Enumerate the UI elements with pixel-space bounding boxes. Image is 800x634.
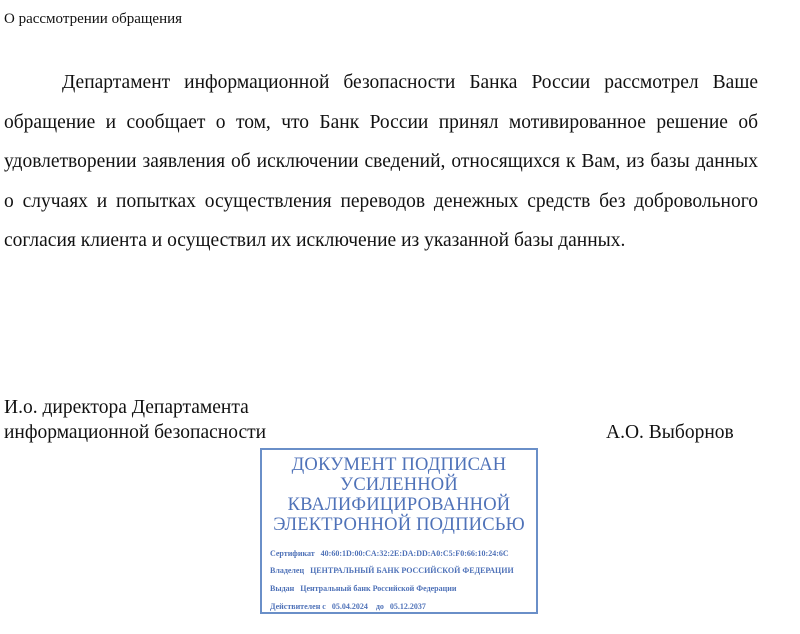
stamp-issuer xyxy=(270,584,456,594)
stamp-owner xyxy=(270,566,514,576)
signatory-position xyxy=(4,395,266,445)
letter-subject: О рассмотрении обращения xyxy=(4,11,183,27)
stamp-heading xyxy=(262,455,536,535)
signatory-position-line-2: информационной безопасности xyxy=(4,422,267,443)
stamp-validity xyxy=(270,602,426,612)
stamp-owner-label: Владелец xyxy=(270,566,305,575)
stamp-certificate-label: Сертификат xyxy=(270,549,315,558)
stamp-heading-line: ДОКУМЕНТ ПОДПИСАН xyxy=(291,455,507,475)
stamp-valid-to: 05.12.2037 xyxy=(389,602,426,611)
stamp-issuer-value: Центральный банк Российской Федерации xyxy=(300,584,457,593)
stamp-owner-value: ЦЕНТРАЛЬНЫЙ БАНК РОССИЙСКОЙ ФЕДЕРАЦИИ xyxy=(310,566,514,575)
stamp-issuer-label: Выдан xyxy=(270,584,295,593)
stamp-heading-line: УСИЛЕННОЙ xyxy=(340,475,458,495)
signatory-position-line-1: И.о. директора Департамента xyxy=(4,397,249,418)
electronic-signature-stamp xyxy=(260,448,538,614)
stamp-heading-line: ЭЛЕКТРОННОЙ ПОДПИСЬЮ xyxy=(273,515,525,535)
stamp-heading-line: КВАЛИФИЦИРОВАННОЙ xyxy=(287,495,511,515)
signatory-name: А.О. Выборнов xyxy=(606,422,734,443)
stamp-certificate xyxy=(270,549,509,559)
stamp-valid-from: 05.04.2024 xyxy=(331,602,368,611)
stamp-valid-to-label: до xyxy=(375,602,384,611)
stamp-certificate-value: 40:60:1D:00:CA:32:2E:DA:DD:A0:C5:F0:66:10:24:6C xyxy=(320,549,509,558)
stamp-valid-from-label: Действителен с xyxy=(270,602,326,611)
letter-body: Департамент информационной безопасности Банка России рассмотрел Ваше обращение и сообщает о том, что Банк России принял мотивированное решение об удовлетворении заявления об исключении сведений, относящихся к Вам, из базы данных о случаях и попытках осуществления переводов денежных средств без добровольного согласия клиента и осуществил их исключение из указанной базы данных. xyxy=(4,72,758,251)
